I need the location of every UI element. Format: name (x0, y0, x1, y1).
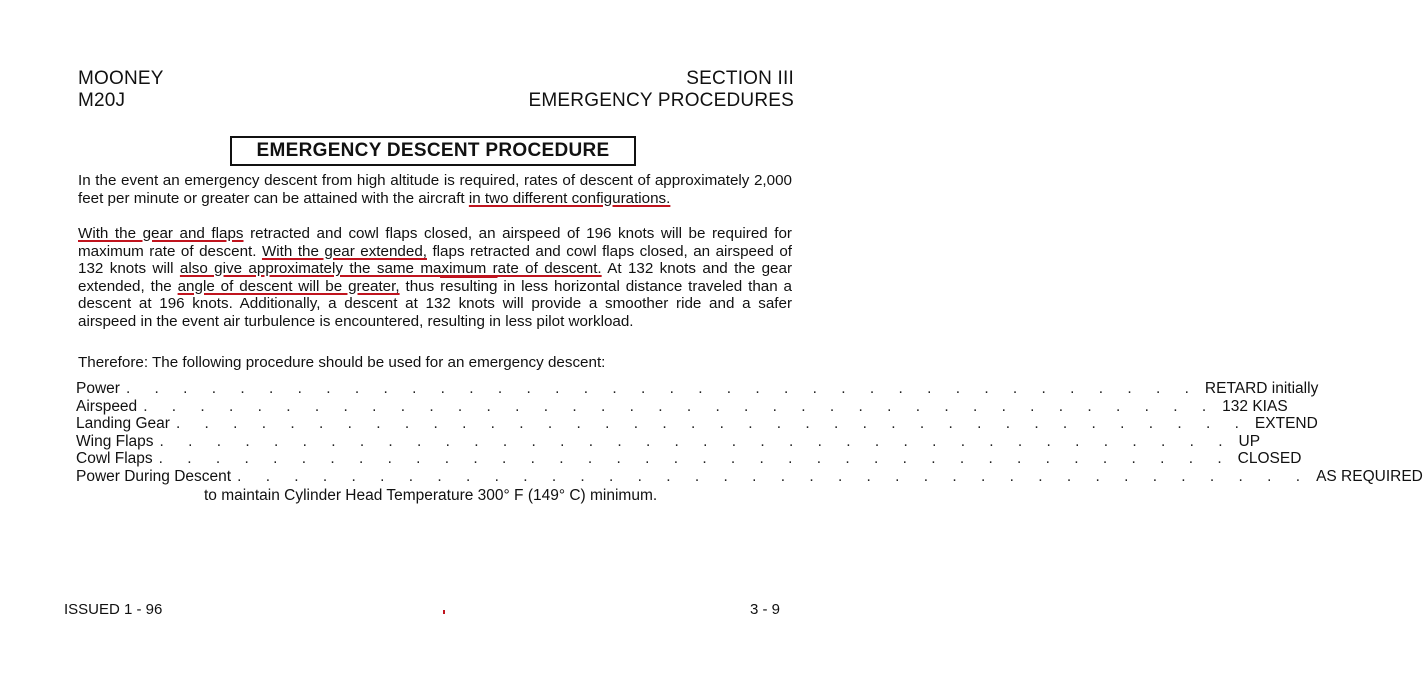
page-number: 3 - 9 (749, 601, 780, 618)
leader-dots: . . . . . . . . . . . . . . . . . . . . . . . . . . . . . . . . . . . . . . (143, 397, 1217, 415)
procedure-checklist (76, 380, 1423, 485)
underlined-gear-and-flaps: With the gear and flaps (78, 225, 244, 242)
leader-dots: . . . . . . . . . . . . . . . . . . . . . . . . . . . . . . . . . . . . . . (158, 450, 1232, 467)
checklist-item-action: CLOSED (1237, 450, 1302, 467)
checklist-row-wing-flaps (76, 432, 1261, 451)
underlined-two-configurations: in two different configurations. (468, 189, 671, 207)
paragraph-intro (78, 172, 792, 207)
section-number: SECTION III (686, 68, 794, 89)
checklist-item-action: RETARD initially (1204, 380, 1319, 397)
paragraph-config-text-j: in less horizontal distance traveled than a descent at 196 knots. Additionally, a descent at 132 knots will provide a smoother ride and a safer airspeed in the event air turbulence is encountered, resulting in less pilot workload. (78, 277, 793, 330)
overlined-resulting: resulting (440, 277, 498, 295)
checklist-item-action: AS REQUIRED (1316, 467, 1423, 485)
leader-dots: . . . . . . . . . . . . . . . . . . . . . . . . . . . . . . . . . . . . . . (159, 432, 1233, 450)
page-title: EMERGENCY DESCENT PROCEDURE (230, 136, 636, 166)
checklist-row-airspeed (76, 397, 1288, 416)
underlined-angle-of-descent: angle of descent will be greater, (177, 277, 400, 295)
underlined-gear-extended: With the gear extended, (261, 242, 427, 260)
checklist-row-landing-gear (76, 415, 1318, 433)
paragraph-intro-text-a: In the event an emergency descent from high altitude is required, rates of descent of (78, 172, 655, 189)
underlined-same-max-rate: also give approximately the same maximum rate of descent. (179, 260, 602, 278)
section-title: EMERGENCY PROCEDURES (528, 90, 794, 111)
checklist-row-power-during-descent (76, 467, 1423, 486)
checklist-item-action: UP (1238, 432, 1261, 450)
checklist-item-label: Wing Flaps (76, 432, 154, 450)
paragraph-therefore: Therefore: The following procedure should be used for an emergency descent: (78, 354, 606, 371)
checklist-item-label: Power (76, 380, 120, 397)
issue-date: ISSUED 1 - 96 (64, 601, 163, 618)
leader-dots: . . . . . . . . . . . . . . . . . . . . . . . . . . . . . . . . . . . . . . (125, 380, 1199, 397)
checklist-item-label: Landing Gear (76, 415, 170, 432)
paragraph-intro-text-b: approximately 2,000 feet per minute or greater can be attained with the aircraft (78, 172, 792, 207)
header-right (529, 68, 794, 112)
checklist-row-cowl-flaps (76, 450, 1302, 468)
procedure-note: to maintain Cylinder Head Temperature 300° F (149° C) minimum. (204, 487, 658, 504)
leader-dots: . . . . . . . . . . . . . . . . . . . . . . . . . . . . . . . . . . . . . . (237, 467, 1311, 485)
paragraph-config-text-f: At 132 knots and the gear extended, the (78, 260, 793, 295)
paragraph-configurations (78, 225, 792, 331)
paragraph-config-text-d: flaps retracted and cowl flaps closed, an airspeed of 132 knots will (78, 242, 792, 278)
paragraph-config-text-b: retracted and cowl flaps closed, an airspeed of 196 knots will be required for maximum rate of descent. (78, 225, 792, 260)
red-ink-mark (443, 610, 445, 614)
checklist-item-label: Airspeed (76, 397, 138, 415)
checklist-item-action: 132 KIAS (1222, 397, 1288, 415)
leader-dots: . . . . . . . . . . . . . . . . . . . . . . . . . . . . . . . . . . . . . . (175, 415, 1249, 432)
checklist-item-label: Power During Descent (76, 467, 232, 485)
aircraft-model: M20J (78, 90, 126, 111)
aircraft-make: MOONEY (78, 68, 164, 89)
checklist-item-label: Cowl Flaps (76, 450, 153, 467)
header-left (78, 68, 164, 112)
checklist-row-power (76, 380, 1319, 398)
checklist-item-action: EXTEND (1254, 415, 1318, 432)
paragraph-config-text-h: thus (399, 277, 441, 295)
